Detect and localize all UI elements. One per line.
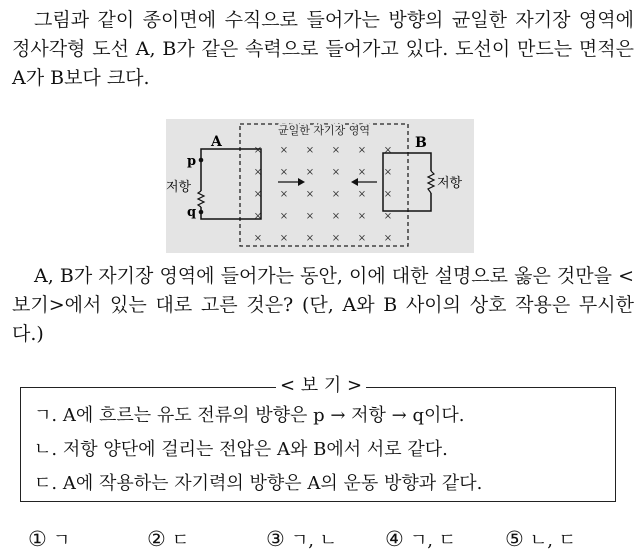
field-x-mark: × (357, 189, 367, 200)
field-x-mark: × (279, 145, 289, 156)
question-prompt: A, B가 자기장 영역에 들어가는 동안, 이에 대한 설명으로 옳은 것만을 <보기>에서 있는 대로 고른 것은? (단, A와 B 사이의 상호 작용은 무시한다.) (12, 265, 634, 345)
choice-1-text: ㄱ (52, 530, 71, 551)
field-x-mark: × (253, 211, 263, 222)
field-x-mark: × (383, 167, 393, 178)
field-x-mark: × (331, 233, 341, 244)
loop-a-arrowhead (298, 178, 305, 186)
loop-b-label: B (415, 135, 427, 151)
field-x-mark: × (253, 189, 263, 200)
bogi-item-digeut: ㄷ. A에 작용하는 자기력의 방향은 A의 운동 방향과 같다. (34, 473, 483, 494)
loop-a-label: A (211, 134, 222, 150)
field-x-mark: × (279, 167, 289, 178)
resistor-a-label: 저항 (166, 180, 192, 195)
choice-2-text: ㄷ (171, 530, 190, 551)
bogi-item-nieun: ㄴ. 저항 양단에 걸리는 전압은 A와 B에서 서로 같다. (34, 439, 448, 460)
loop-b-arrowhead (351, 178, 358, 186)
field-x-mark: × (331, 145, 341, 156)
point-p-label: p (187, 154, 197, 169)
field-x-mark: × (383, 145, 393, 156)
field-x-mark: × (357, 167, 367, 178)
field-region-label: 균일한 자기장 영역 (277, 124, 371, 137)
choice-3-text: ㄱ, ㄴ (290, 530, 338, 551)
field-x-mark: × (383, 211, 393, 222)
point-q-dot (199, 210, 204, 215)
choice-1-number: ① (28, 527, 47, 551)
field-x-mark: × (331, 167, 341, 178)
field-x-mark: × (357, 211, 367, 222)
choice-4-number: ④ (385, 527, 404, 551)
field-x-mark: × (305, 167, 315, 178)
choice-5[interactable] (505, 526, 576, 554)
field-x-mark: × (279, 211, 289, 222)
point-q-label: q (187, 205, 197, 220)
choice-2-number: ② (147, 527, 166, 551)
field-x-mark: × (331, 211, 341, 222)
choice-1[interactable] (28, 526, 70, 554)
choice-2[interactable] (147, 526, 189, 554)
field-x-mark: × (331, 189, 341, 200)
field-x-mark: × (253, 145, 263, 156)
figure-svg (166, 119, 474, 253)
resistor-b-label: 저항 (437, 176, 463, 191)
magnetic-field-figure (166, 119, 474, 253)
point-p-dot (199, 158, 204, 163)
choice-5-number: ⑤ (505, 527, 524, 551)
field-x-mark: × (383, 233, 393, 244)
field-x-mark: × (305, 145, 315, 156)
bogi-item-giyeok: ㄱ. A에 흐르는 유도 전류의 방향은 p → 저항 → q이다. (34, 405, 465, 426)
field-x-mark: × (279, 189, 289, 200)
field-x-mark: × (253, 167, 263, 178)
field-x-mark: × (305, 189, 315, 200)
choice-3[interactable] (266, 526, 337, 554)
choice-4[interactable] (385, 526, 456, 554)
bogi-title: < 보 기 > (276, 373, 366, 399)
question-stem: 그림과 같이 종이면에 수직으로 들어가는 방향의 균일한 자기장 영역에 정사각형 도선 A, B가 같은 속력으로 들어가고 있다. 도선이 만드는 면적은 A가 B보다 크다. (12, 9, 634, 89)
loop-b-wire (383, 153, 431, 211)
field-x-marks (254, 145, 392, 244)
field-x-mark: × (305, 233, 315, 244)
field-x-mark: × (279, 233, 289, 244)
choice-3-number: ③ (266, 527, 285, 551)
field-x-mark: × (253, 233, 263, 244)
field-x-mark: × (357, 145, 367, 156)
loop-a-wire (201, 149, 261, 219)
loop-a-resistor (198, 191, 204, 207)
loop-b-resistor (428, 171, 434, 193)
field-x-mark: × (305, 211, 315, 222)
choice-4-text: ㄱ, ㄷ (409, 530, 457, 551)
field-x-mark: × (383, 189, 393, 200)
field-x-mark: × (357, 233, 367, 244)
choice-5-text: ㄴ, ㄷ (529, 530, 577, 551)
